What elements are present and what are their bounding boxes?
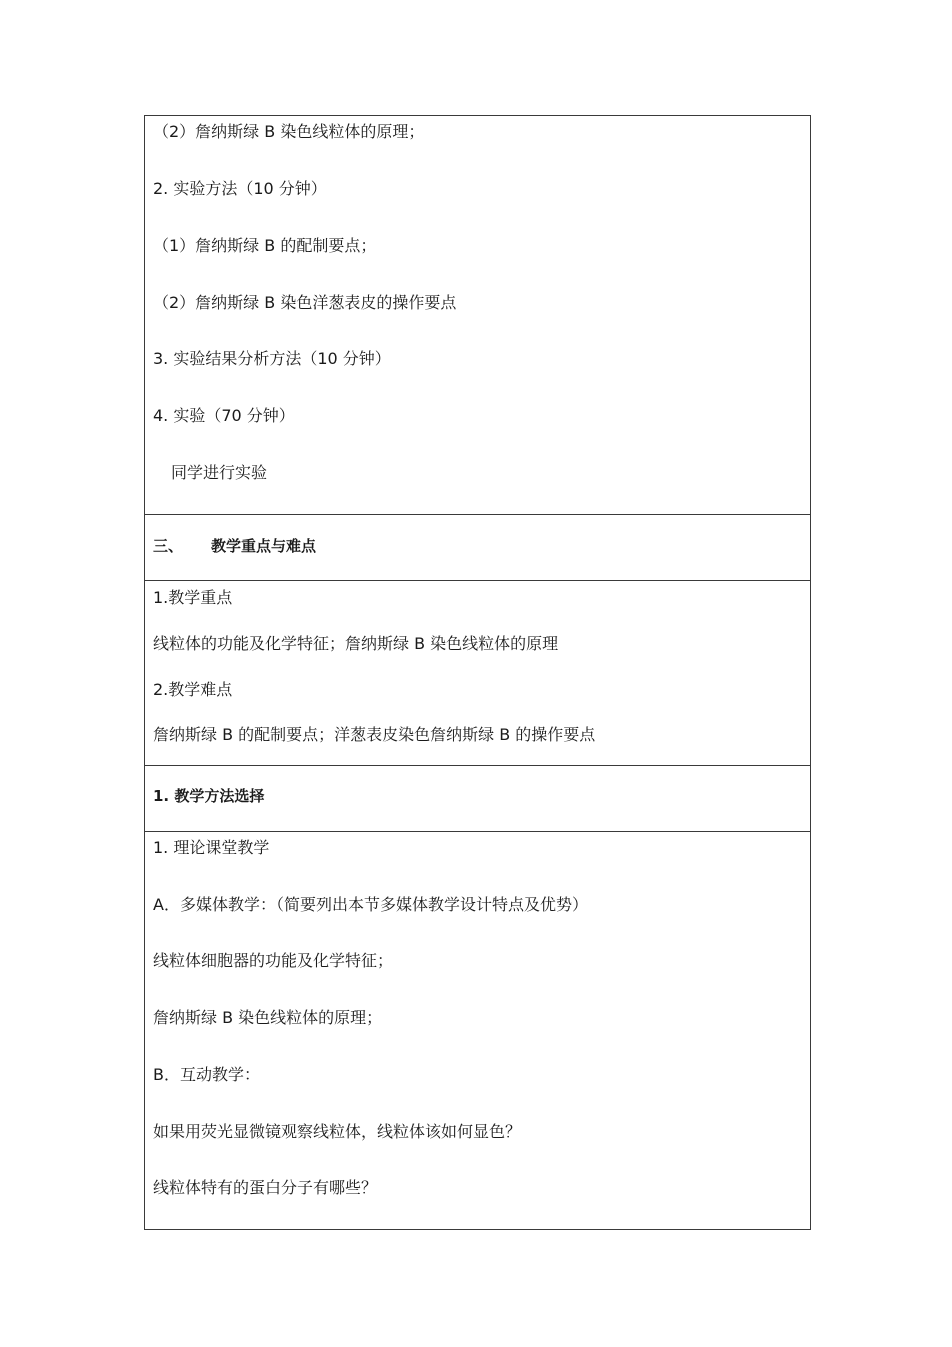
section-header-key-points	[145, 514, 810, 580]
text-line: 詹纳斯绿 B 染色线粒体的原理；	[153, 1008, 383, 1027]
text-line: A．多媒体教学：（简要列出本节多媒体教学设计特点及优势）	[153, 895, 588, 914]
text-line: （2）詹纳斯绿 B 染色线粒体的原理；	[153, 122, 425, 141]
lesson-plan-table	[144, 115, 811, 1230]
text-line: （1）詹纳斯绿 B 的配制要点；	[153, 236, 377, 255]
experiment-content-cell	[145, 116, 810, 514]
text-line: 2.教学难点	[153, 680, 233, 699]
text-line: 线粒体细胞器的功能及化学特征；	[153, 951, 394, 970]
text-line: 线粒体的功能及化学特征；詹纳斯绿 B 染色线粒体的原理	[153, 634, 559, 653]
text-line: 3. 实验结果分析方法（10 分钟）	[153, 349, 391, 368]
section-title: 1. 教学方法选择	[153, 787, 265, 805]
text-line: 1. 理论课堂教学	[153, 838, 270, 857]
text-line: 同学进行实验	[171, 463, 268, 482]
text-line: （2）詹纳斯绿 B 染色洋葱表皮的操作要点	[153, 293, 457, 312]
section-header-teaching-methods	[145, 765, 810, 831]
text-line: 詹纳斯绿 B 的配制要点；洋葱表皮染色詹纳斯绿 B 的操作要点	[153, 725, 596, 744]
text-line: 线粒体特有的蛋白分子有哪些？	[153, 1178, 378, 1197]
section-title: 教学重点与难点	[211, 537, 317, 555]
teaching-methods-cell	[145, 831, 810, 1229]
text-line: B．互动教学：	[153, 1065, 260, 1084]
section-number: 三、	[153, 537, 184, 555]
text-line: 2. 实验方法（10 分钟）	[153, 179, 327, 198]
text-line: 如果用荧光显微镜观察线粒体，线粒体该如何显色？	[153, 1122, 522, 1141]
text-line: 1.教学重点	[153, 588, 233, 607]
text-line: 4. 实验（70 分钟）	[153, 406, 295, 425]
key-points-cell	[145, 580, 810, 765]
